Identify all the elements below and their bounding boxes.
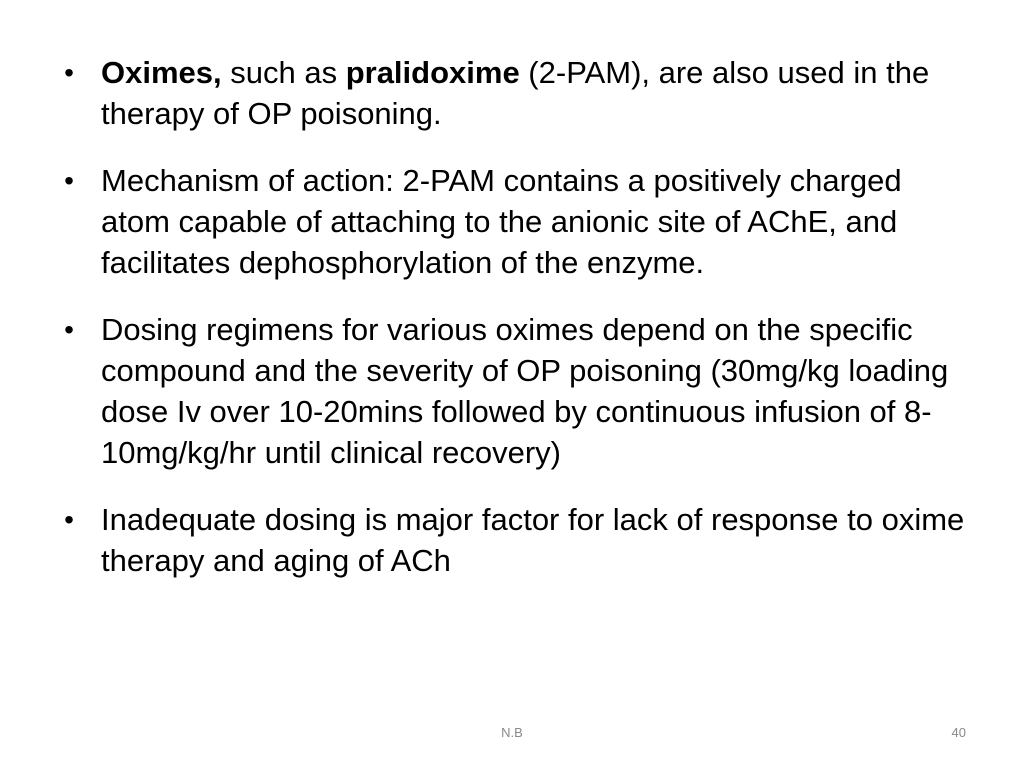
- bullet-list: [58, 52, 968, 607]
- bullet-dot-icon: •: [64, 165, 74, 196]
- bullet-text-dosing: Dosing regimens for various oximes depend on the specific compound and the severity of OP poisoning (30mg/kg loading dose Iv over 10-20mins followed by continuous infusion of 8-10mg/kg/hr until clinical recovery): [101, 312, 949, 470]
- bullet-item-dosing: [58, 309, 968, 473]
- bullet-text-oximes-rest: (2-PAM), are also used in the therapy of OP poisoning.: [101, 55, 930, 131]
- bullet-text-such-as: such as: [221, 55, 346, 90]
- bullet-item-inadequate: [58, 499, 968, 581]
- bullet-dot-icon: •: [64, 57, 74, 88]
- footer-author: N.B: [501, 725, 523, 740]
- page-number: 40: [951, 725, 966, 740]
- bullet-dot-icon: •: [64, 314, 74, 345]
- term-pralidoxime: pralidoxime: [345, 55, 520, 90]
- bullet-item-mechanism: [58, 160, 968, 283]
- bullet-item-oximes: [58, 52, 968, 134]
- bullet-text-mechanism: Mechanism of action: 2-PAM contains a positively charged atom capable of attaching to the anionic site of AChE, and facilitates dephosphorylation of the enzyme.: [101, 163, 902, 280]
- term-oximes: Oximes,: [101, 55, 222, 90]
- bullet-text-inadequate: Inadequate dosing is major factor for lack of response to oxime therapy and aging of ACh: [101, 502, 965, 578]
- bullet-dot-icon: •: [64, 504, 74, 535]
